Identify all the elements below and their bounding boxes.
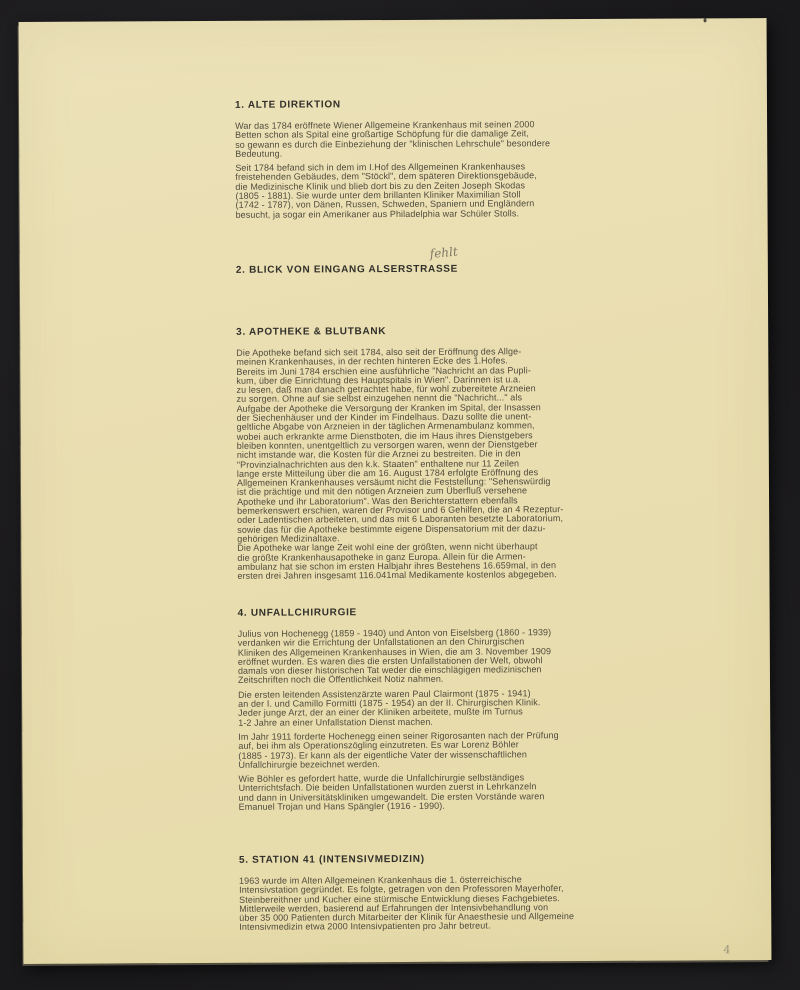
paragraph: Die ersten leitenden Assistenzärzte waren Paul Clairmont (1875 - 1941) an der I. und Camillo Formitti (1875 - 1954) an der II. Chirurgischen Klinik. Jeder junge Arzt, der an einer der Kliniken arbeitete, mußte im Turnus 1-2 Jahre an einer Unfallstation Dienst machen. xyxy=(238,688,541,728)
paragraph: Julius von Hochenegg (1859 - 1940) und Anton von Eiselsberg (1860 - 1939) verdanken wir die Errichtung der Unfallstationen an den Chirurgischen Kliniken des Allgemeinen Krankenhauses in Wien, die am 3. November 1909 eröffnet wurden. Es waren dies die ersten Unfallstationen der Welt, obwohl damals von dieser historischen Tat weder die einschlägigen medizinischen Zeitschriften noch die Öffentlichkeit Notiz nahmen. xyxy=(237,627,552,686)
paragraph: Wie Böhler es gefordert hatte, wurde die Unfallchirurgie selbständiges Unterrichtsfach. Die beiden Unfallstationen wurden zuerst in Lehrkanzeln und dann in Universitätskliniken umgewandelt. Die ersten Vorstände waren Emanuel Trojan und Hans Spängler (1916 - 1990). xyxy=(238,772,545,812)
section-blick-von-eingang xyxy=(236,263,620,287)
paragraph: Im Jahr 1911 forderte Hochenegg einen seiner Rigorosanten nach der Prüfung auf, bei ihm als Operationszögling einzutreten. Es war Lorenz Böhler (1885 - 1973). Er kann als der eigentliche Vater der wissenschaftlichen Unfallchirurgie bezeichnet werden. xyxy=(238,730,559,770)
section-station-41 xyxy=(239,853,623,938)
handwritten-missing-note: fehlt xyxy=(429,244,459,262)
section-heading: 2. BLICK VON EINGANG ALSERSTRASSE xyxy=(235,263,459,276)
paragraph: Die Apotheke befand sich seit 1784, also seit der Eröffnung des Allge- meinen Krankenhauses, in der rechten hinteren Ecke des 1.Hofes. Bereits im Juni 1784 erschien eine ausführliche "Nachricht an das Pupli- kum, über die Einrichtung des Hauptspitals in Wien". Darinnen ist u.a. zu lesen, daß man danach getrachtet habe, für wohl zubereitete Arzneien zu sorgen. Ohne auf sie selbst einzugehen nennt die "Nachricht..." als Aufgabe der Apotheke die Versorgung der Kranken im Spital, der Insassen der Siechenhäuser und der Kinder im Findelhaus. Dazu sollte die unent- geltliche Abgabe von Arzneien in der täglichen Armenambulanz kommen, wobei auch erkrankte arme Dienstboten, die im Haus ihres Dienstgebers bleiben konnten, unentgeltlich zu versorgen waren, wenn der Dienstgeber nicht imstande war, die Kosten für die Arznei zu bestreiten. Die in den "Provinzialnachrichten aus den k.k. Staaten" enthaltene nur 11 Zeilen lange erste Mitteilung über die am 16. August 1784 erfolgte Eröffnung des Allgemeinen Krankenhauses versäumt nicht die Feststellung: "Sehenswürdig ist die prächtige und mit den nötigen Arzneien zum Überfluß versehene Apotheke und ihr Laboratorium". Was den Berichterstattern ebenfalls bemerkenswert erschien, waren der Provisor und 6 Gehilfen, die an 4 Rezeptur- oder Ladentischen arbeiteten, und das mit 6 Laboranten besetzte Laboratorium, sowie das für die Apotheke bestimmte eigene Dispensatorium mit der dazu- gehörigen Medizinaltaxe. Die Apotheke war lange Zeit wohl eine der größten, wenn nicht überhaupt die größte Krankenhausapotheke in ganz Europa. Allein für die Armen- ambulanz hat sie schon im ersten Halbjahr ihres Bestehens 16.659mal, in den ersten drei Jahren insgesamt 116.041mal Medikamente kostenlos abgegeben. xyxy=(236,346,564,581)
section-alte-direktion xyxy=(235,98,620,225)
paper-edge-speck xyxy=(704,18,707,22)
section-heading: 3. APOTHEKE & BLUTBANK xyxy=(236,326,387,338)
section-unfallchirurgie xyxy=(238,606,623,817)
section-heading: 5. STATION 41 (INTENSIVMEDIZIN) xyxy=(238,853,425,866)
section-heading: 1. ALTE DIREKTION xyxy=(234,99,341,111)
paragraph: Seit 1784 befand sich in dem im I.Hof des Allgemeinen Krankenhauses freistehenden Gebäudes, dem "Stöckl", dem späteren Direktionsgebäude, die Medizinische Klinik und blieb dort bis zu den Zeiten Joseph Skodas (1805 - 1881). Sie wurde unter dem brillanten Kliniker Maximilian Stoll (1742 - 1787), von Dänen, Russen, Schweden, Spaniern und Engländern besucht, ja sogar ein Amerikaner aus Philadelphia war Schüler Stolls. xyxy=(235,161,537,220)
paragraph: War das 1784 eröffnete Wiener Allgemeine Krankenhaus mit seinen 2000 Betten schon als Spital eine großartige Schöpfung für die damalige Zeit, so gewann es durch die Einbeziehung der "klinischen Lehrschule" besondere Bedeutung. xyxy=(235,119,551,159)
handwritten-page-number: 4 xyxy=(723,943,731,957)
document-page xyxy=(19,18,772,964)
section-apotheke-blutbank xyxy=(236,325,621,586)
section-heading: 4. UNFALLCHIRURGIE xyxy=(237,607,357,619)
paragraph: 1963 wurde im Alten Allgemeinen Krankenhaus die 1. österreichische Intensivstation gegründet. Es folgte, getragen von den Professoren Mayerhofer, Steinbereithner und Kucher eine stürmische Entwicklung dieses Fachgebietes. Mittlerweile werden, basierend auf Erfahrungen der Intensivbehandlung von über 35 000 Patienten durch Mitarbeiter der Klinik für Anaesthesie und Allgemeine Intensivmedizin etwa 2000 Intensivpatienten pro Jahr betreut. xyxy=(239,874,575,933)
